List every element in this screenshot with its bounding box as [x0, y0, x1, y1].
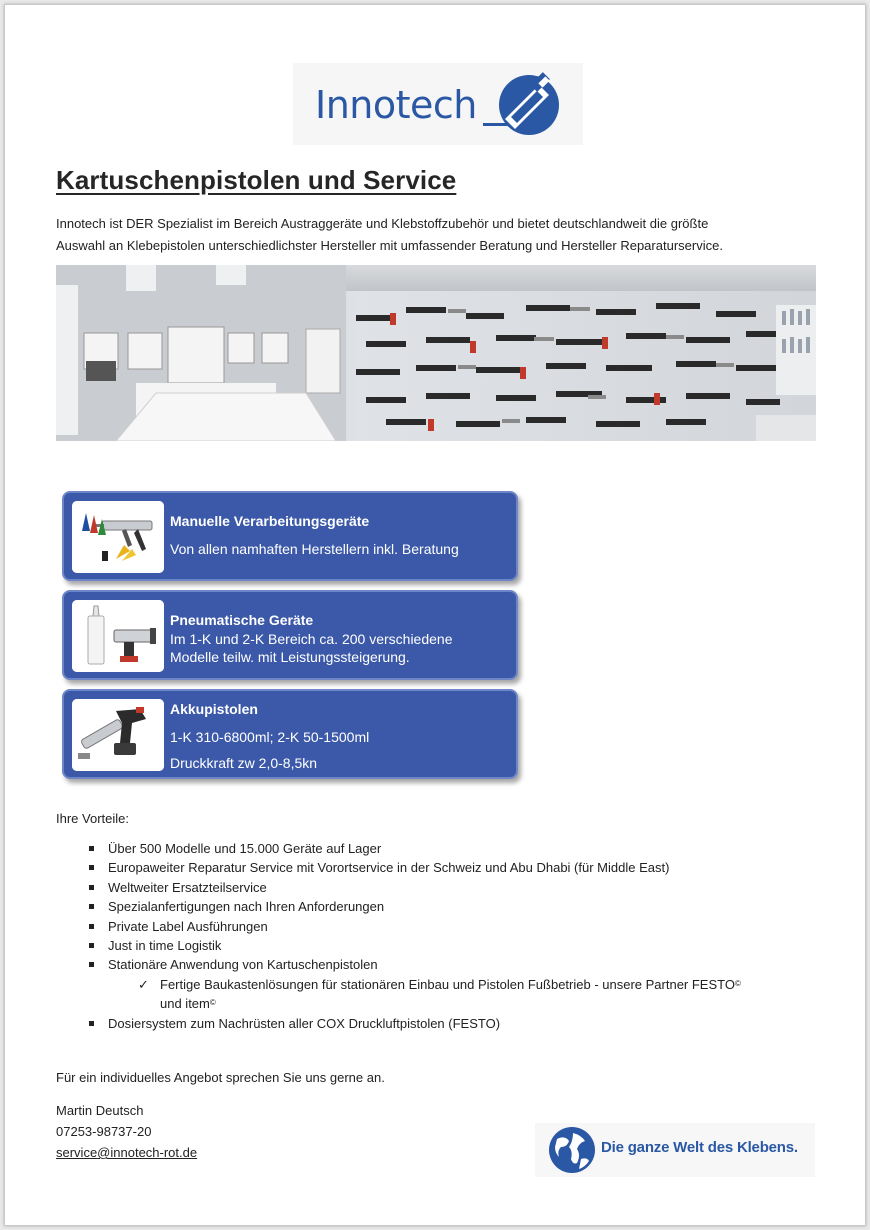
card-thumb-manual — [72, 501, 164, 573]
card-battery-guns[interactable] — [62, 689, 518, 779]
list-item: Weltweiter Ersatzteilservice — [56, 878, 816, 897]
closing-sentence: Für ein individuelles Angebot sprechen Sie uns gerne an. — [56, 1070, 385, 1085]
copyright-sup: © — [209, 997, 216, 1007]
contact-email-link[interactable]: service@innotech-rot.de — [56, 1145, 198, 1160]
list-item: Just in time Logistik — [56, 936, 816, 955]
card-title: Manuelle Verarbeitungsgeräte — [170, 513, 370, 529]
document-page — [4, 4, 866, 1226]
sub-list-item — [56, 975, 816, 1013]
card-manual-tools[interactable] — [62, 491, 518, 581]
card-description: 1-K 310-6800ml; 2-K 50-1500ml — [170, 729, 370, 745]
card-title: Akkupistolen — [170, 701, 258, 717]
contact-phone: 07253-98737-20 — [56, 1124, 152, 1139]
slogan-text: Die ganze Welt des Klebens. — [601, 1139, 798, 1156]
battery-gun-icon — [72, 699, 164, 771]
pneumatic-gun-icon — [72, 600, 164, 672]
list-item: Europaweiter Reparatur Service mit Vorortservice in der Schweiz und Abu Dhabi (für Middle East) — [56, 858, 816, 877]
card-description: Modelle teilw. mit Leistungssteigerung. — [170, 649, 410, 665]
card-description: Im 1-K und 2-K Bereich ca. 200 verschiedene — [170, 631, 453, 647]
manual-gun-icon — [72, 501, 164, 573]
card-pneumatic-tools[interactable] — [62, 590, 518, 680]
intro-line: Auswahl an Klebepistolen unterschiedlichster Hersteller mit umfassender Beratung und Hersteller Reparaturservice. — [56, 238, 723, 253]
showroom-photo — [56, 265, 816, 441]
card-title: Pneumatische Geräte — [170, 612, 314, 628]
card-description: Druckkraft zw 2,0-8,5kn — [170, 755, 318, 771]
logo-wordmark: Innotech — [315, 83, 477, 127]
list-item: Stationäre Anwendung von Kartuschenpistolen — [56, 955, 816, 974]
card-description: Von allen namhaften Herstellern inkl. Beratung — [170, 541, 459, 557]
page-title: Kartuschenpistolen und Service — [56, 165, 457, 195]
list-item: Private Label Ausführungen — [56, 917, 816, 936]
list-item: Spezialanfertigungen nach Ihren Anforderungen — [56, 897, 816, 916]
sub-item-line: und item© — [160, 995, 216, 1011]
slogan-banner — [535, 1123, 815, 1177]
checkmark-icon: ✓ — [138, 976, 149, 992]
advantages-heading: Ihre Vorteile: — [56, 811, 129, 826]
list-item: Dosiersystem zum Nachrüsten aller COX Druckluftpistolen (FESTO) — [56, 1014, 816, 1033]
globe-icon — [547, 1125, 597, 1175]
intro-line: Innotech ist DER Spezialist im Bereich Austraggeräte und Klebstoffzubehör und bietet deutschlandweit die größte — [56, 216, 709, 231]
contact-name: Martin Deutsch — [56, 1103, 144, 1118]
innotech-logo — [293, 63, 583, 145]
contact-block — [56, 1100, 197, 1163]
intro-paragraph — [56, 213, 826, 257]
sub-item-line: Fertige Baukastenlösungen für stationären Einbau und Pistolen Fußbetrieb - unsere Partner FESTO© — [160, 976, 741, 992]
card-thumb-pneumatic — [72, 600, 164, 672]
logo-cartridge-icon — [491, 67, 563, 139]
list-item: Über 500 Modelle und 15.000 Geräte auf Lager — [56, 839, 816, 858]
card-thumb-battery — [72, 699, 164, 771]
copyright-sup: © — [734, 978, 741, 988]
advantages-list — [56, 839, 816, 1033]
